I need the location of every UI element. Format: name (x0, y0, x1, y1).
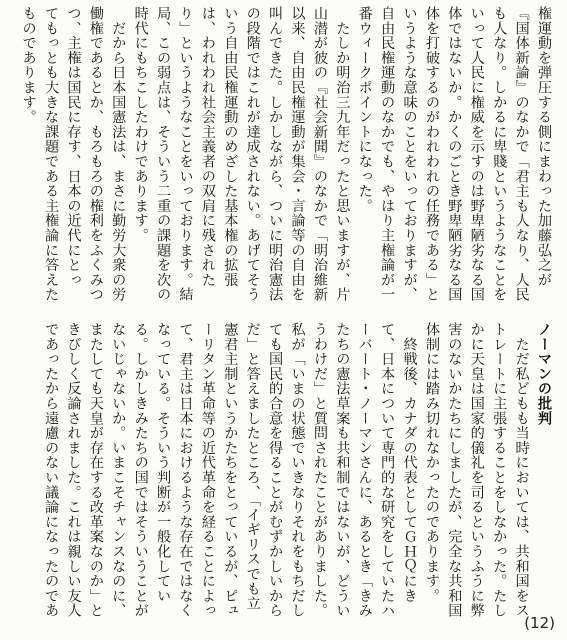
text-column: る。しかしきみたちの国ではそういうことが (132, 322, 149, 618)
section-heading: ノーマンの批判 (536, 322, 552, 426)
text-column: なっている。そういう判断が一般化してい (155, 322, 172, 604)
text-column: いうような意味のことをいっておりますが、 (401, 6, 418, 302)
text-column: の段階ではこれが達成されない。あげてそう (244, 6, 261, 302)
text-column: てもっとも大きな課題である主権論に答えた (43, 6, 60, 302)
text-column: かに天皇は国家的儀礼を司るというふうに弊 (468, 322, 485, 618)
text-column: きびしく反論されました。これは親しい友人 (65, 322, 82, 618)
text-column: 体ではないか。かくのごとき野卑陋劣なる国 (446, 6, 463, 302)
top-text-block (3, 6, 555, 320)
text-column: は、われわれ社会主義者の双肩に残された (199, 6, 216, 288)
text-column: いって人民に権威を示すのは野卑陋劣なる国 (468, 6, 485, 302)
text-column: 体制には踏み切れなかったのであります。 (423, 322, 440, 604)
text-column: 私が「いまの状態でいきなりそれをもちだし (289, 322, 306, 618)
text-column: いう自由民権運動のめざした基本権の拡張 (222, 6, 239, 288)
text-column: またしても天皇が存在する改革案なのか」と (87, 322, 104, 618)
bottom-text-block (3, 322, 555, 622)
text-column: 終戦後、カナダの代表としてＧＨＱにき (401, 322, 418, 604)
text-column: 局、この弱点は、そういう二重の課題を次の (155, 6, 172, 302)
text-column: 働権であるとか、もろもろの権利をふくみつ (87, 6, 104, 302)
text-column: たしか明治三九年だったと思いますが、片 (334, 6, 351, 302)
text-column: 権運動を弾圧する側にまわった加藤弘之が (536, 6, 552, 288)
text-column: て、君主は日本におけるような存在ではなく (177, 322, 194, 618)
text-column: であったから遠慮のない議論になったのであ (43, 322, 60, 618)
text-column: だから日本国憲法は、まさに勤労大衆の労 (110, 6, 127, 302)
text-column: 以来、自由民権運動が集会・言論等の自由を (289, 6, 306, 302)
text-column: トレートに主張することをしなかった。たし (491, 322, 508, 618)
text-column: ないじゃないか。いまこそチャンスなのに、 (110, 322, 127, 618)
text-column: 番ウィークポイントになった。 (356, 6, 373, 214)
text-column: 憲君主制というかたちをとっているが、ピュ (222, 322, 239, 618)
text-column: も人なり。しかるに卑賤というようなことを (491, 6, 508, 302)
text-column: 自由民権運動のなかでも、やはり主権論が一 (379, 6, 396, 302)
page-number: (12) (524, 614, 555, 632)
text-column: 山潜が彼の『社会新聞』のなかで「明治維新 (311, 6, 328, 302)
text-column: つ、主権は国民に存す、日本の近代にとっ (65, 6, 82, 288)
text-column: 体を打破するのがわれわれの任務である」と (423, 6, 440, 302)
text-column: 叫んできた。しかしながら、ついに明治憲法 (267, 6, 284, 302)
text-column: ものであります。 (20, 6, 37, 125)
text-column: ーリタン革命等の近代革命を経ることによっ (199, 322, 216, 618)
text-column: ーバート・ノーマンさんに、あるとき「きみ (356, 322, 373, 618)
text-column: 害のないかたちにしましたが、完全な共和国 (446, 322, 463, 618)
text-column: 『国体新論』のなかで「君主も人なり、人民 (513, 6, 530, 302)
text-column: うわけだ」と質問されたことがありました。 (311, 322, 328, 618)
text-column: り」というようなことをいっております。結 (177, 6, 194, 302)
text-column: ただ私どもも当時においては、共和国をス (513, 322, 530, 618)
text-column: だ」と答えましたところ、「イギリスでも立 (244, 322, 261, 611)
text-column: 時代にもちこしたわけであります。 (132, 6, 149, 243)
text-column: ても国民的合意を得ることがむずかしいから (267, 322, 284, 618)
text-column: たちの憲法草案も共和制ではないが、どうい (334, 322, 351, 618)
text-column: て、日本について専門的な研究をしていたハ (379, 322, 396, 618)
